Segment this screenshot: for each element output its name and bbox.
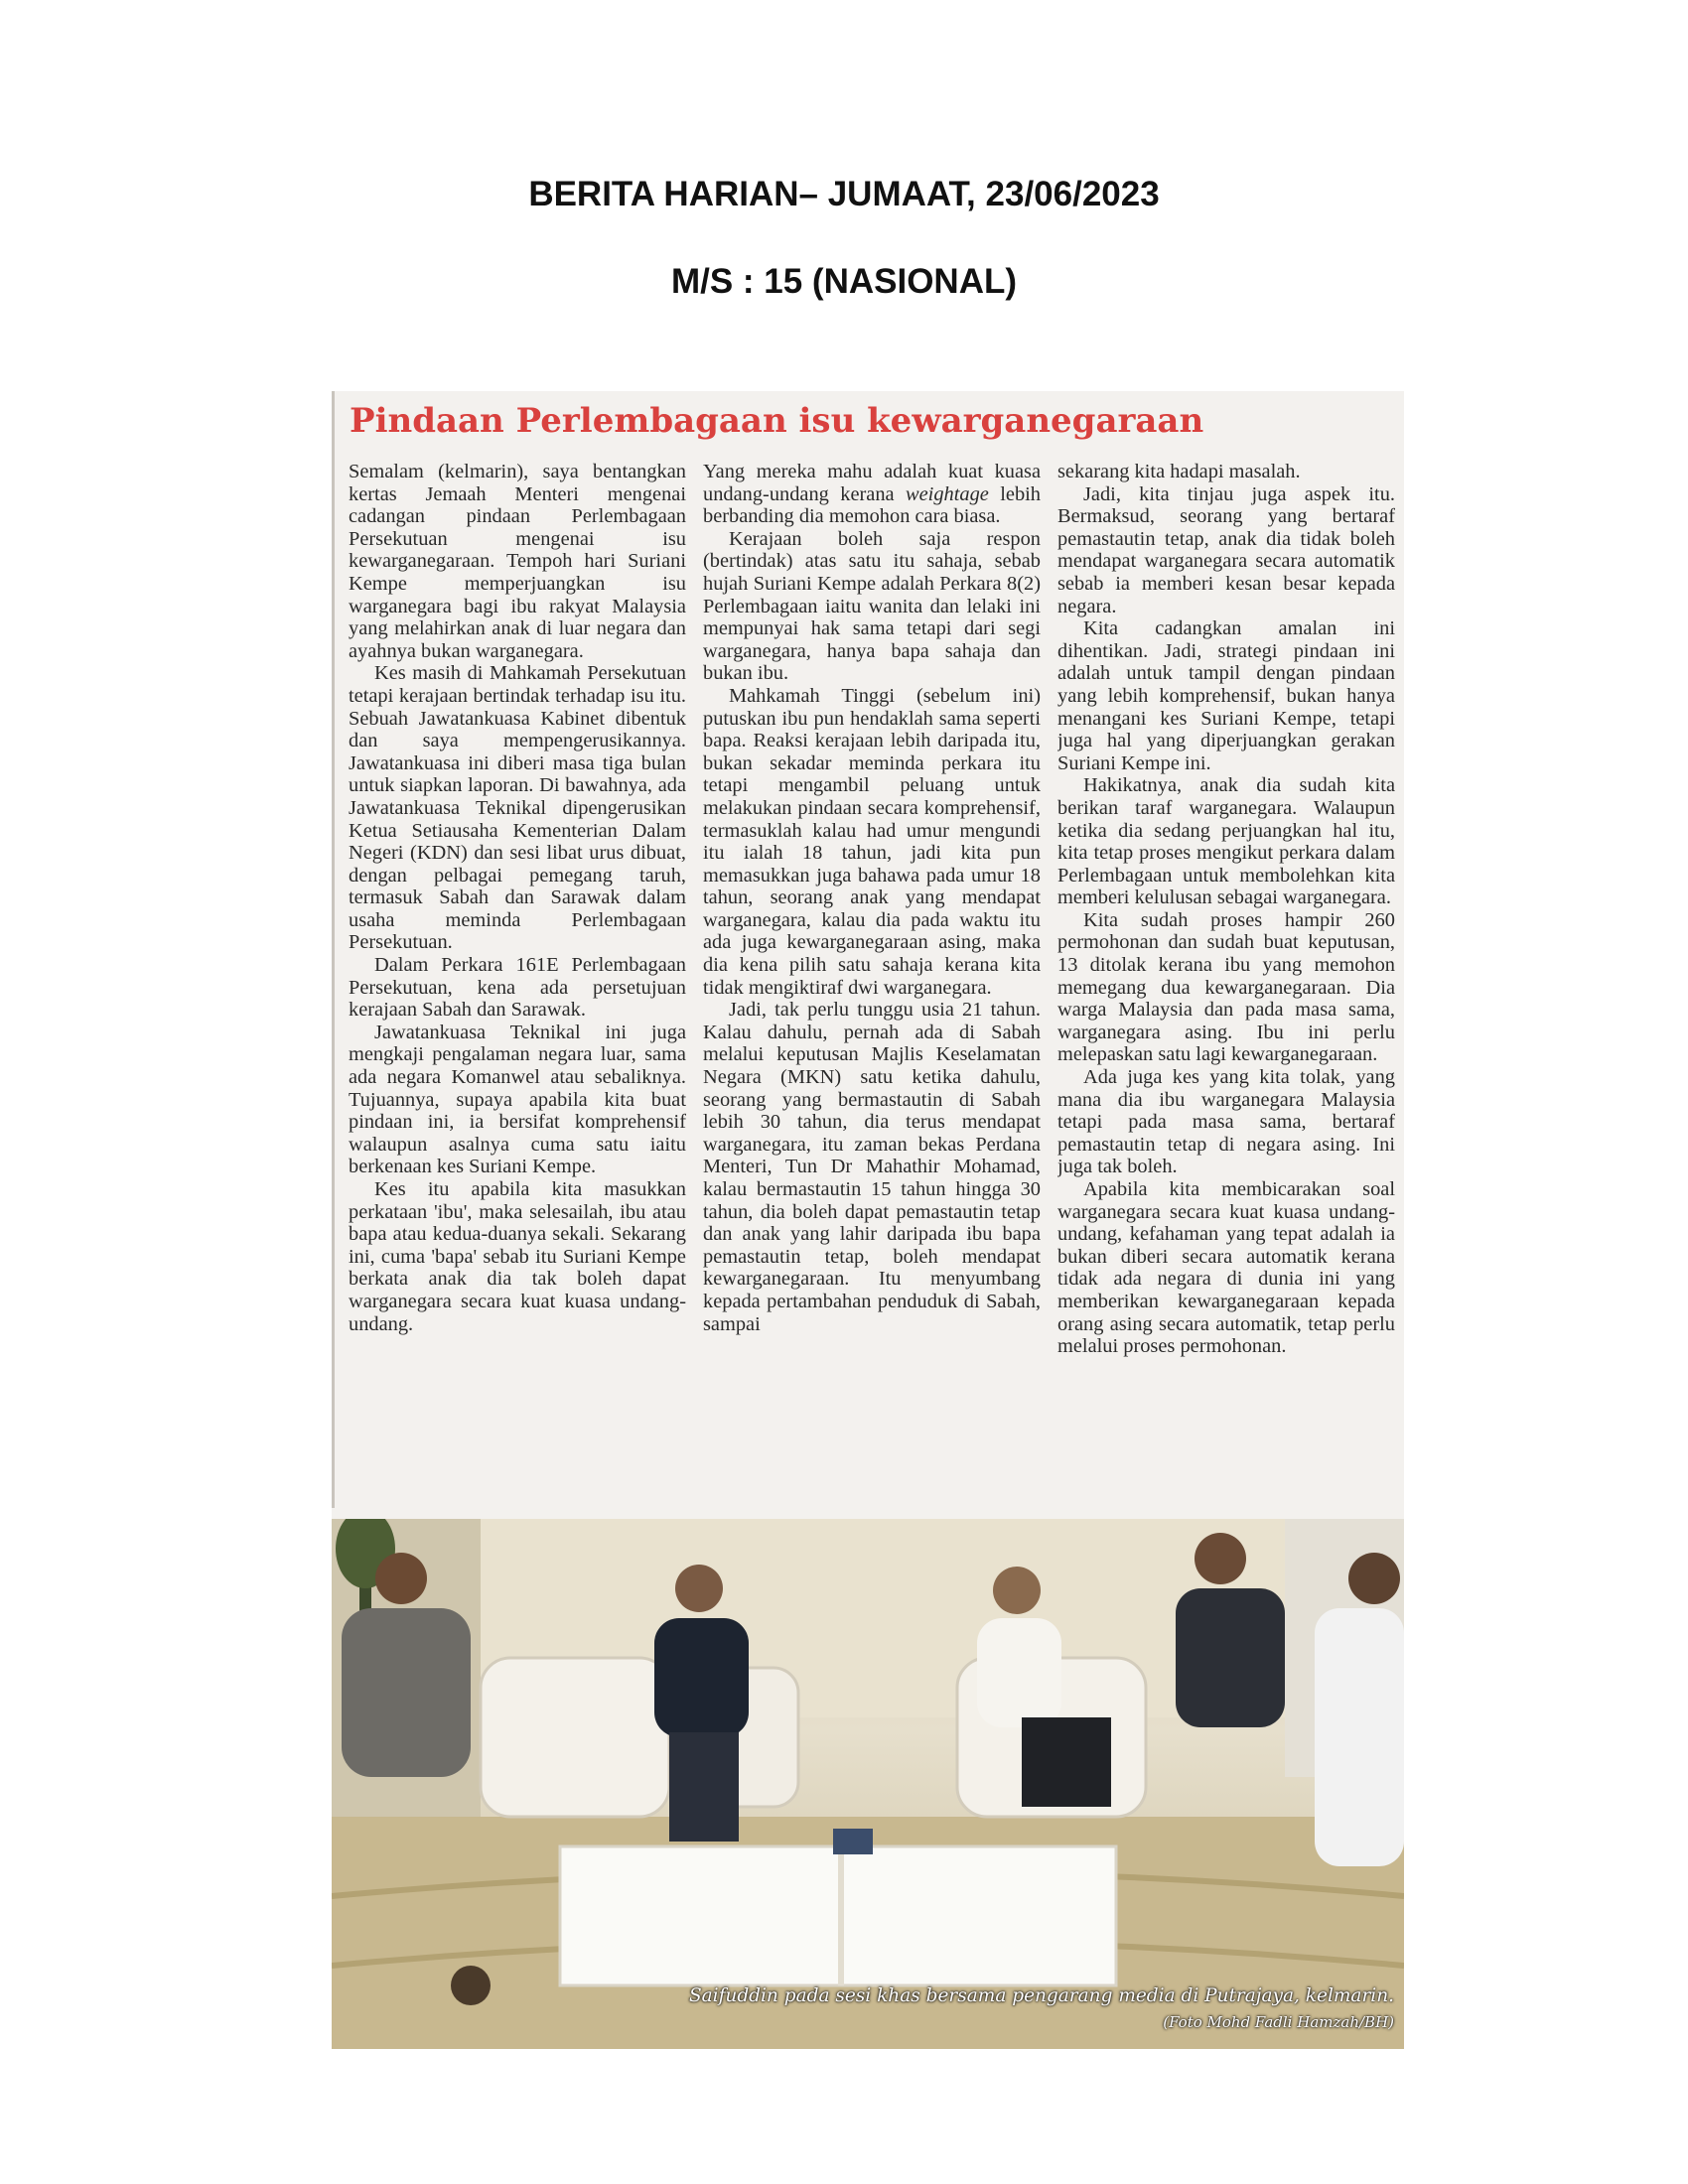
- article-column-1: [349, 461, 686, 1503]
- paragraph: Ada juga kes yang kita tolak, yang mana dia ibu warganegara Malaysia tetapi pada masa sama, bertaraf pemastautin tetap di negara asing. Ini juga tak boleh.: [1057, 1066, 1395, 1178]
- paragraph: Semalam (kelmarin), saya bentangkan kertas Jemaah Menteri mengenai cadangan pindaan Perlembagaan Persekutuan mengenai isu kewarganegaraan. Tempoh hari Suriani Kempe memperjuangkan isu warganegara bagi ibu rakyat Malaysia yang melahirkan anak di luar negara dan ayahnya bukan warganegara.: [349, 461, 686, 662]
- article-column-2: [703, 461, 1041, 1503]
- article-column-3: [1057, 461, 1395, 1503]
- paragraph: Kes masih di Mahkamah Persekutuan tetapi kerajaan bertindak terhadap isu itu. Sebuah Jawatankuasa Kabinet dibentuk dan saya mempengerusikannya. Jawatankuasa ini diberi masa tiga bulan untuk siapkan laporan. Di bawahnya, ada Jawatankuasa Teknikal dipengerusikan Ketua Setiausaha Kementerian Dalam Negeri (KDN) dan sesi libat urus dibuat, dengan pelbagai pemegang taruh, termasuk Sabah dan Sarawak dalam usaha meminda Perlembagaan Persekutuan.: [349, 662, 686, 954]
- page-header-date: BERITA HARIAN– JUMAAT, 23/06/2023: [528, 175, 1160, 213]
- newspaper-clipping: [332, 391, 1404, 2049]
- news-photo: [332, 1519, 1404, 2049]
- paragraph: Kita sudah proses hampir 260 permohonan dan sudah buat keputusan, 13 ditolak kerana ibu yang memohon memegang dua kewarganegaraan. Dia warga Malaysia dan pada masa sama, warganegara asing. Ibu ini perlu melepaskan satu lagi kewarganegaraan.: [1057, 908, 1395, 1066]
- paragraph: Jadi, tak perlu tunggu usia 21 tahun. Kalau dahulu, pernah ada di Sabah melalui keputusan Majlis Keselamatan Negara (MKN) satu ketika dahulu, seorang yang bermastautin di Sabah lebih 30 tahun, dia terus mendapat warganegara, itu zaman bekas Perdana Menteri, Tun Dr Mahathir Mohamad, kalau bermastautin 15 tahun hingga 30 tahun, dia boleh dapat pemastautin tetap dan anak yang lahir daripada ibu bapa pemastautin tetap, boleh mendapat kewarganegaraan. Itu menyumbang kepada pertambahan penduduk di Sabah, sampai: [703, 999, 1041, 1335]
- page-header-section: M/S : 15 (NASIONAL): [670, 262, 1018, 301]
- paragraph: Hakikatnya, anak dia sudah kita berikan taraf warganegara. Walaupun ketika dia sedang perjuangkan hal itu, kita tetap proses mengikut perkara dalam Perlembagaan untuk membolehkan kita memberi kelulusan sebagai warganegara.: [1057, 774, 1395, 909]
- photo-illustration: [332, 1519, 1404, 2049]
- paragraph: Jadi, kita tinjau juga aspek itu. Bermaksud, seorang yang bertaraf pemastautin tetap, anak dia tidak boleh mendapat warganegara secara automatik sebab ia memberi kesan besar kepada negara.: [1057, 482, 1395, 617]
- paragraph: Jawatankuasa Teknikal ini juga mengkaji pengalaman negara luar, sama ada negara Komanwel atau sebaliknya. Tujuannya, supaya apabila kita buat pindaan ini, ia bersifat komprehensif walaupun asalnya cuma satu iaitu berkenaan kes Suriani Kempe.: [349, 1021, 686, 1178]
- paragraph: Kita cadangkan amalan ini dihentikan. Jadi, strategi pindaan ini adalah untuk tampil dengan pindaan yang lebih komprehensif, bukan hanya menangani kes Suriani Kempe, tetapi juga hal yang diperjuangkan gerakan Suriani Kempe ini.: [1057, 617, 1395, 774]
- photo-caption: Saifuddin pada sesi khas bersama pengarang media di Putrajaya, kelmarin.: [688, 1985, 1394, 2006]
- italic-term: weightage: [906, 482, 989, 505]
- paragraph: Kes itu apabila kita masukkan perkataan 'ibu', maka selesailah, ibu atau bapa atau kedua-duanya sekali. Sekarang ini, cuma 'bapa' sebab itu Suriani Kempe berkata anak dia tak boleh dapat warganegara secara kuat kuasa undang-undang.: [349, 1178, 686, 1335]
- article-headline: Pindaan Perlembagaan isu kewarganegaraan: [350, 401, 1204, 441]
- left-border-rule: [332, 391, 335, 1508]
- paragraph: sekarang kita hadapi masalah.: [1057, 461, 1301, 482]
- paragraph: Yang mereka mahu adalah kuat kuasa undang-undang kerana weightage lebih berbanding dia memohon cara biasa.: [703, 461, 1041, 528]
- paragraph: Dalam Perkara 161E Perlembagaan Persekutuan, kena ada persetujuan kerajaan Sabah dan Sarawak.: [349, 954, 686, 1022]
- photo-credit: (Foto Mohd Fadli Hamzah/BH): [1163, 2013, 1394, 2031]
- paragraph: Apabila kita membicarakan soal warganegara secara kuat kuasa undang-undang, kefahaman yang tepat adalah ia bukan diberi secara automatik kerana tidak ada negara di dunia ini yang memberikan kewarganegaraan kepada orang asing secara automatik, tetap perlu melalui proses permohonan.: [1057, 1178, 1395, 1358]
- paragraph: Kerajaan boleh saja respon (bertindak) atas satu itu sahaja, sebab hujah Suriani Kempe adalah Perkara 8(2) Perlembagaan iaitu wanita dan lelaki ini mempunyai hak sama tetapi dari segi warganegara, hanya bapa sahaja dan bukan ibu.: [703, 527, 1041, 685]
- paragraph: Mahkamah Tinggi (sebelum ini) putuskan ibu pun hendaklah sama seperti bapa. Reaksi kerajaan lebih daripada itu, bukan sekadar meminda perkara itu tetapi mengambil peluang untuk melakukan pindaan secara komprehensif, termasuklah kalau had umur mengundi itu ialah 18 tahun, jadi kita pun memasukkan juga bahawa pada umur 18 tahun, seorang anak yang mendapat warganegara, kalau dia pada waktu itu ada juga kewarganegaraan asing, maka dia kena pilih satu sahaja kerana kita tidak mengiktiraf dwi warganegara.: [703, 684, 1041, 999]
